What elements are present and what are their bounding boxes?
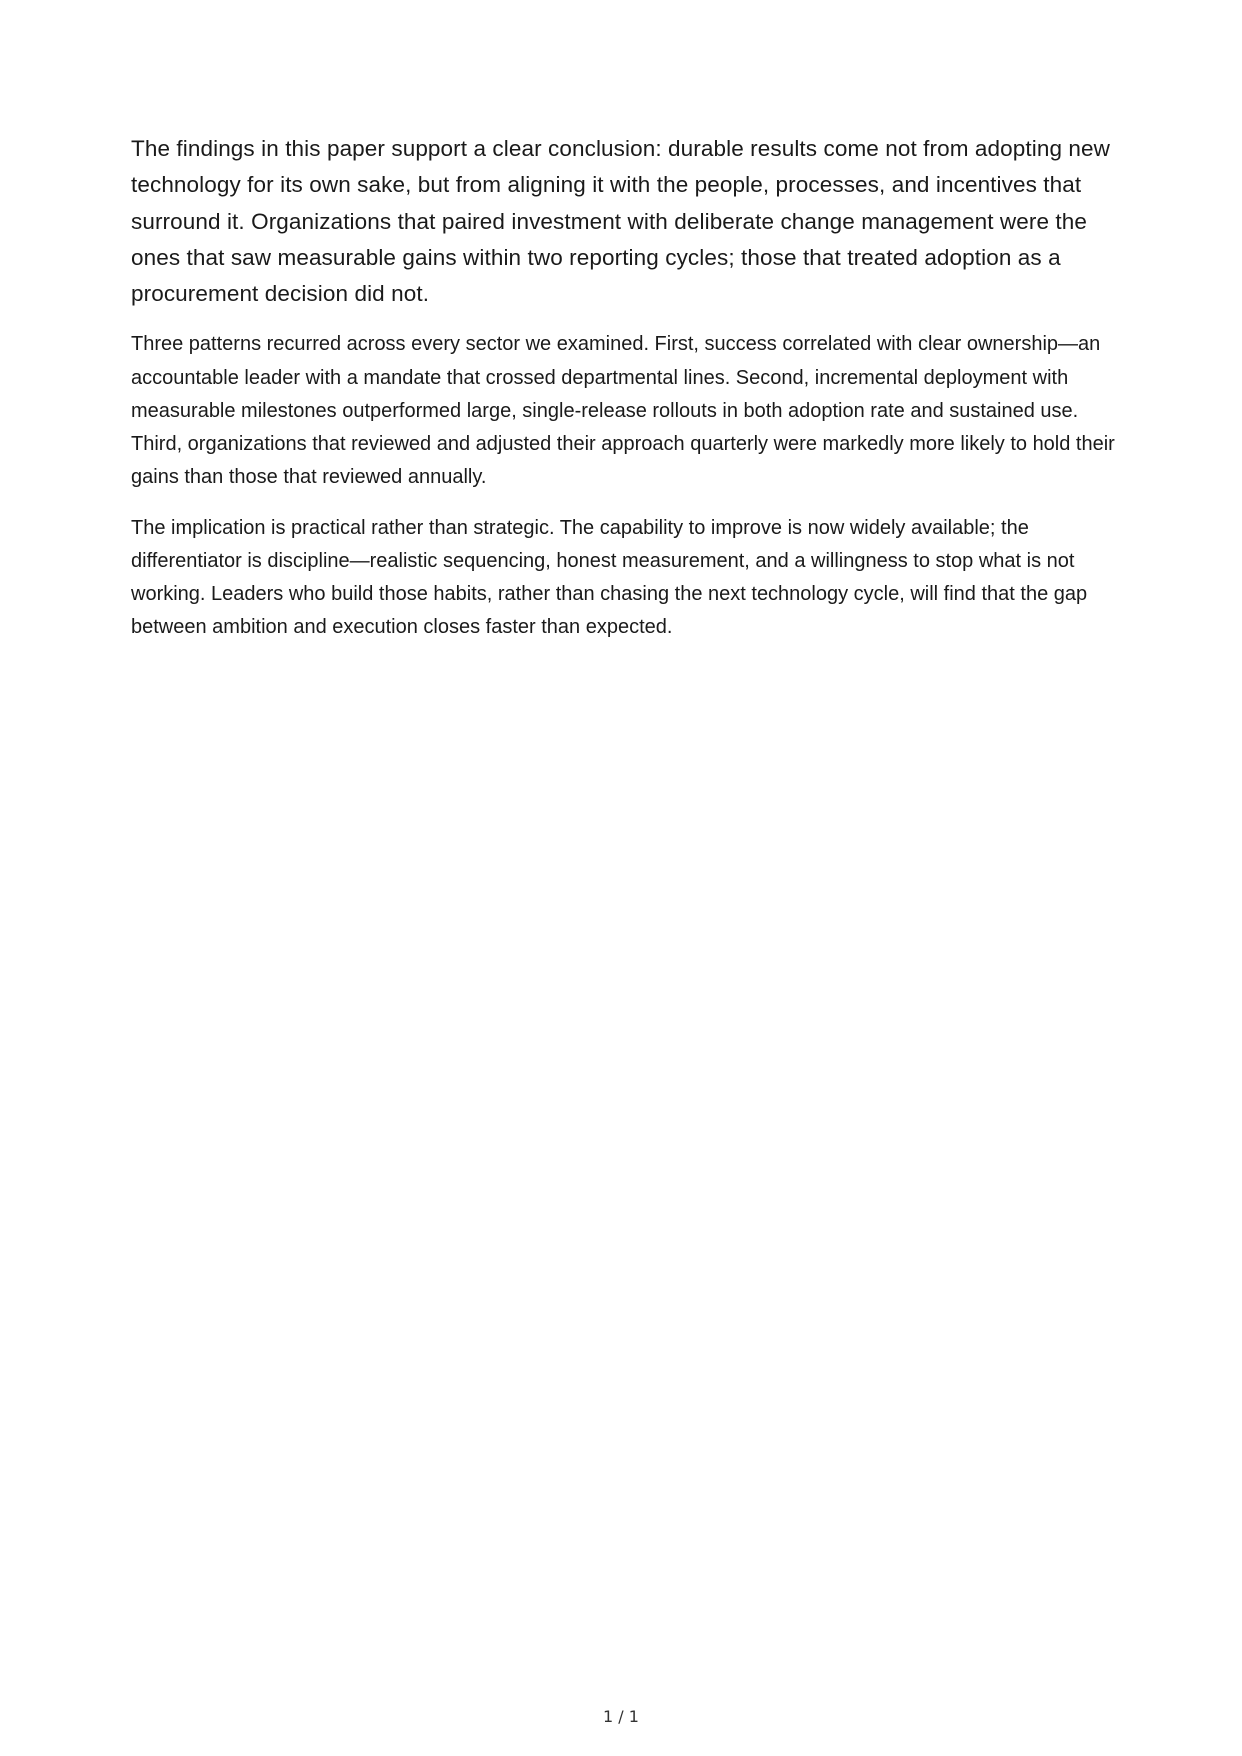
body-paragraph: Three patterns recurred across every sector we examined. First, success correlated with clear ownership—an accountable leader with a mandate that crossed departmental lines. Second, incremental deployment with measurable milestones outperformed large, single-release rollouts in both adoption rate and sustained use. Third, organizations that reviewed and adjusted their approach quarterly were markedly more likely to hold their gains than those that reviewed annually. [131,333,1115,489]
body-paragraph: The implication is practical rather than strategic. The capability to improve is now widely available; the differentiator is discipline—realistic sequencing, honest measurement, and a willingness to stop what is not working. Leaders who build those habits, rather than chasing the next technology cycle, will find that the gap between ambition and execution closes faster than expected. [131,516,1088,639]
document-body [131,131,1116,661]
page-number: 1 / 1 [603,1707,639,1726]
lead-paragraph: The findings in this paper support a clear conclusion: durable results come not from adopting new technology for its own sake, but from aligning it with the people, processes, and incentives that surround it. Organizations that paired investment with deliberate change management were the ones that saw measurable gains within two reporting cycles; those that treated adoption as a procurement decision did not. [131,136,1110,307]
